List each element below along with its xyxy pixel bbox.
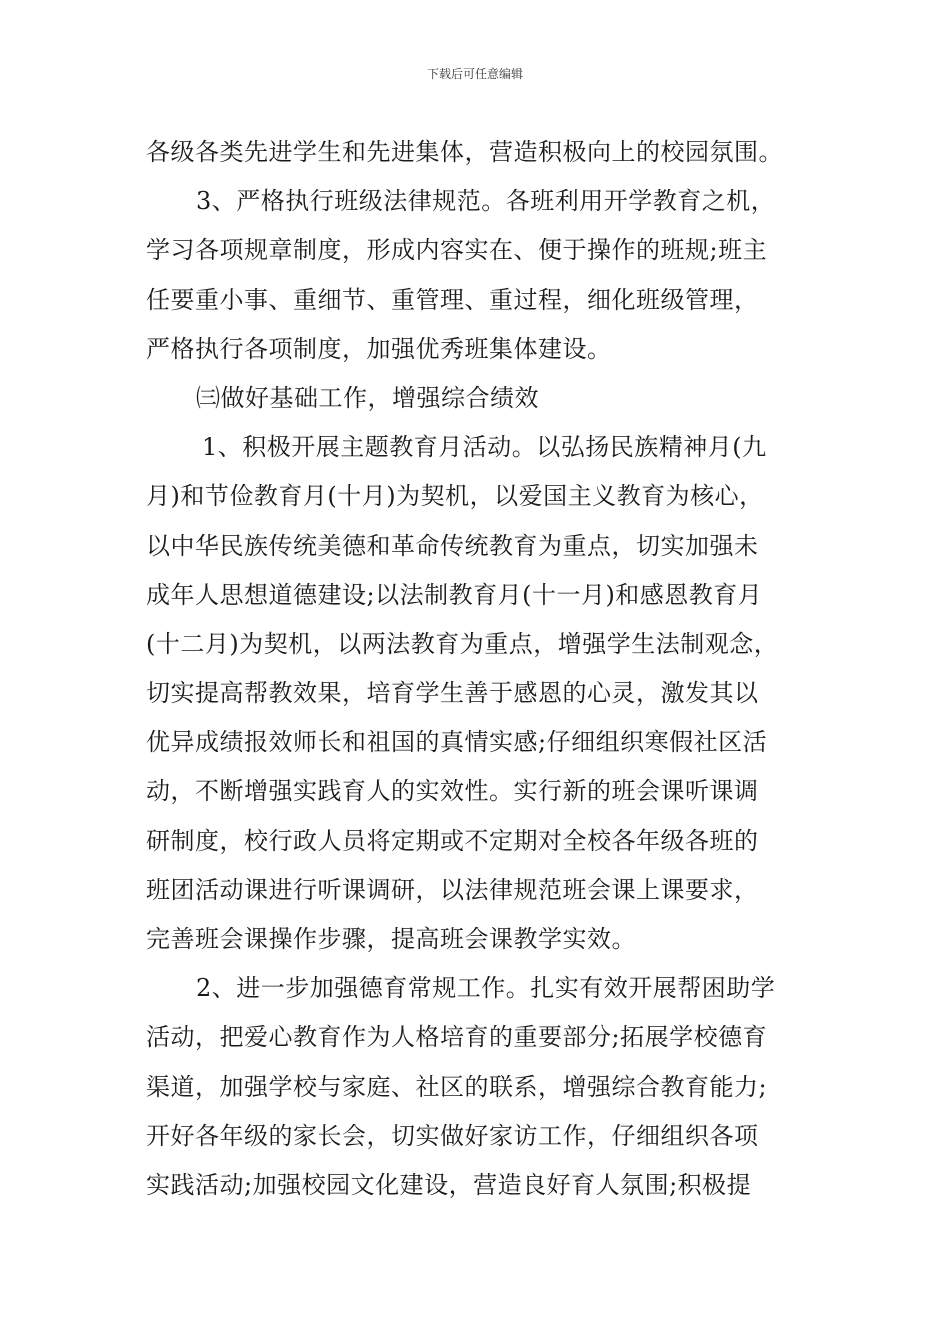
text-line: 活动，把爱心教育作为人格培育的重要部分;拓展学校德育	[146, 1023, 768, 1052]
page-header: 下载后可任意编辑	[426, 67, 523, 81]
text-line: 动，不断增强实践育人的实效性。实行新的班会课听课调	[146, 777, 759, 806]
text-line: 完善班会课操作步骤，提高班会课教学实效。	[146, 925, 636, 953]
document-body	[146, 128, 826, 1210]
text-line: (十二月)为契机，以两法教育为重点，增强学生法制观念，	[146, 629, 779, 658]
text-line: 3、严格执行班级法律规范。各班利用开学教育之机，	[196, 187, 776, 216]
text-line: 2、进一步加强德育常规工作。扎实有效开展帮困助学	[196, 974, 776, 1003]
text-line: 实践活动;加强校园文化建设，营造良好育人氛围;积极提	[146, 1170, 752, 1199]
text-line: 任要重小事、重细节、重管理、重过程，细化班级管理，	[146, 285, 759, 314]
text-line: 切实提高帮教效果，培育学生善于感恩的心灵，激发其以	[146, 679, 759, 708]
text-line: 以中华民族传统美德和革命传统教育为重点，切实加强未	[146, 531, 759, 560]
text-line: 渠道，加强学校与家庭、社区的联系，增强综合教育能力;	[146, 1072, 768, 1101]
text-line: 严格执行各项制度，加强优秀班集体建设。	[146, 334, 612, 363]
text-line: 各级各类先进学生和先进集体，营造积极向上的校园氛围。	[146, 138, 783, 166]
text-line: 班团活动课进行听课调研，以法律规范班会课上课要求，	[146, 875, 759, 904]
section-heading: ㈢做好基础工作，增强综合绩效	[196, 383, 539, 412]
text-line: 学习各项规章制度，形成内容实在、便于操作的班规;班主	[146, 236, 768, 265]
text-line: 开好各年级的家长会，切实做好家访工作，仔细组织各项	[146, 1121, 759, 1150]
text-line: 成年人思想道德建设;以法制教育月(十一月)和感恩教育月	[146, 580, 763, 609]
text-line: 1、积极开展主题教育月活动。以弘扬民族精神月(九	[202, 433, 767, 462]
text-line: 月)和节俭教育月(十月)为契机，以爱国主义教育为核心，	[146, 482, 764, 511]
text-line: 研制度，校行政人员将定期或不定期对全校各年级各班的	[146, 826, 759, 855]
text-line: 优异成绩报效师长和祖国的真情实感;仔细组织寒假社区活	[146, 728, 768, 757]
